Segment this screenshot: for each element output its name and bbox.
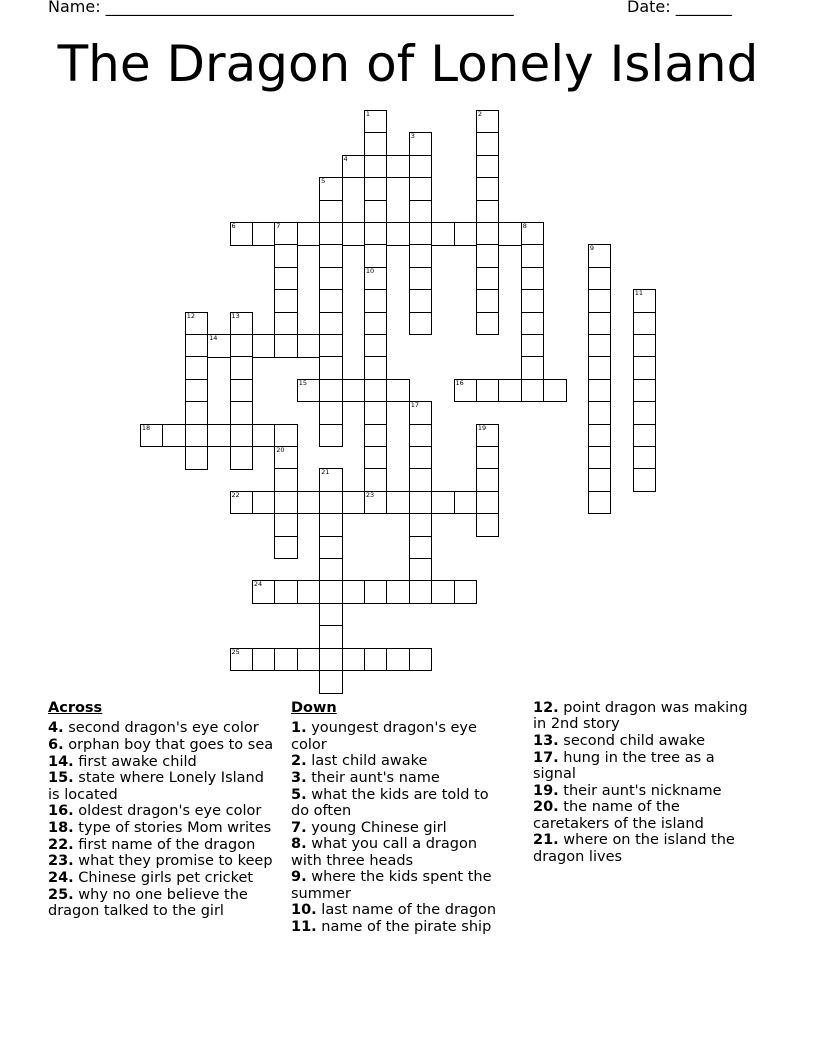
clue-item	[291, 787, 506, 820]
grid-cell[interactable]	[319, 468, 343, 492]
clue-number-label: 15.	[48, 770, 74, 787]
clue-item	[48, 737, 280, 753]
clue-number-label: 7.	[291, 819, 307, 836]
clue-text: young Chinese girl	[306, 819, 447, 836]
clue-number-label: 2.	[291, 753, 307, 770]
grid-cell[interactable]	[319, 491, 343, 515]
clue-number: 18	[141, 423, 151, 432]
grid-cell[interactable]	[588, 312, 612, 336]
clue-item	[291, 869, 506, 902]
grid-cell[interactable]	[409, 155, 433, 179]
grid-cell[interactable]	[364, 468, 388, 492]
grid-cell[interactable]	[364, 244, 388, 268]
grid-cell[interactable]	[230, 491, 254, 515]
grid-cell[interactable]	[364, 491, 388, 515]
grid-cell[interactable]	[409, 513, 433, 537]
clue-text: type of stories Mom writes	[73, 820, 272, 837]
grid-cell[interactable]	[252, 491, 276, 515]
grid-cell[interactable]	[342, 379, 366, 403]
grid-cell[interactable]	[319, 312, 343, 336]
grid-cell[interactable]	[364, 200, 388, 224]
grid-cell[interactable]	[409, 424, 433, 448]
grid-cell[interactable]	[274, 468, 298, 492]
grid-cell[interactable]	[386, 155, 410, 179]
clue-text: Chinese girls pet cricket	[73, 870, 254, 887]
across-clue-list	[48, 720, 280, 919]
grid-cell[interactable]	[342, 222, 366, 246]
grid-cell[interactable]	[364, 446, 388, 470]
grid-cell[interactable]	[409, 446, 433, 470]
grid-cell[interactable]	[364, 401, 388, 425]
grid-cell[interactable]	[319, 244, 343, 268]
clue-item	[291, 919, 506, 935]
grid-cell[interactable]	[476, 513, 500, 537]
grid-cell[interactable]	[588, 356, 612, 380]
grid-cell[interactable]	[476, 200, 500, 224]
grid-cell[interactable]	[409, 267, 433, 291]
grid-cell[interactable]	[498, 379, 522, 403]
grid-cell[interactable]	[230, 446, 254, 470]
grid-cell[interactable]	[409, 200, 433, 224]
grid-cell[interactable]	[476, 312, 500, 336]
grid-cell[interactable]	[454, 491, 478, 515]
grid-cell[interactable]	[386, 580, 410, 604]
grid-cell[interactable]	[476, 491, 500, 515]
grid-cell[interactable]	[521, 289, 545, 313]
clue-number-label: 13.	[533, 732, 559, 749]
grid-cell[interactable]	[476, 110, 500, 134]
clue-number: 17	[410, 401, 419, 410]
grid-cell[interactable]	[230, 379, 254, 403]
down-clue-list	[291, 720, 506, 935]
grid-cell[interactable]	[364, 356, 388, 380]
clue-number: 1	[365, 110, 371, 118]
grid-cell[interactable]	[386, 379, 410, 403]
grid-cell[interactable]	[588, 491, 612, 515]
grid-cell[interactable]	[588, 468, 612, 492]
clue-number-label: 19.	[533, 782, 559, 799]
grid-cell[interactable]	[521, 267, 545, 291]
clue-text: hung in the tree as a signal	[533, 749, 715, 782]
grid-cell[interactable]	[319, 536, 343, 560]
grid-cell[interactable]	[364, 424, 388, 448]
grid-cell[interactable]	[252, 424, 276, 448]
grid-cell[interactable]	[230, 424, 254, 448]
clue-number-label: 3.	[291, 769, 307, 786]
grid-cell[interactable]	[476, 177, 500, 201]
clue-item	[533, 783, 758, 799]
grid-cell[interactable]	[319, 200, 343, 224]
clue-item	[533, 750, 758, 783]
clue-number-label: 16.	[48, 803, 74, 820]
grid-cell[interactable]	[319, 401, 343, 425]
grid-cell[interactable]	[230, 334, 254, 358]
clue-item	[291, 836, 506, 869]
clue-number: 14	[209, 334, 218, 342]
clue-number-label: 1.	[291, 720, 307, 737]
grid-cell[interactable]	[476, 289, 500, 313]
grid-cell[interactable]	[588, 446, 612, 470]
clue-text: last name of the dragon	[316, 902, 497, 919]
clue-number-label: 9.	[291, 869, 307, 886]
grid-cell[interactable]	[162, 424, 186, 448]
clue-number: 8	[522, 222, 527, 230]
grid-cell[interactable]	[297, 491, 321, 515]
grid-cell[interactable]	[476, 424, 500, 448]
grid-cell[interactable]	[588, 424, 612, 448]
grid-cell[interactable]	[409, 558, 433, 582]
clue-number: 15	[298, 378, 307, 387]
grid-cell[interactable]	[364, 132, 388, 156]
grid-cell[interactable]	[274, 446, 298, 470]
grid-cell[interactable]	[633, 424, 657, 448]
clue-text: youngest dragon's eye color	[291, 720, 477, 753]
grid-cell[interactable]	[274, 334, 298, 358]
grid-cell[interactable]	[342, 648, 366, 672]
clue-number-label: 20.	[533, 799, 559, 816]
grid-cell[interactable]	[319, 603, 343, 627]
clue-number: 11	[634, 289, 643, 298]
grid-cell[interactable]	[588, 244, 612, 268]
grid-cell[interactable]	[342, 155, 366, 179]
grid-cell[interactable]	[409, 312, 433, 336]
clue-text: what they promise to keep	[73, 853, 273, 870]
clue-number-label: 8.	[291, 836, 307, 853]
clue-number: 7	[276, 222, 281, 230]
grid-cell[interactable]	[409, 244, 433, 268]
grid-cell[interactable]	[185, 401, 209, 425]
grid-cell[interactable]	[633, 446, 657, 470]
grid-cell[interactable]	[364, 580, 388, 604]
grid-cell[interactable]	[476, 222, 500, 246]
grid-cell[interactable]	[386, 648, 410, 672]
grid-cell[interactable]	[185, 312, 209, 336]
clue-item	[48, 803, 280, 819]
clue-item	[291, 820, 506, 836]
clue-number: 24	[253, 580, 263, 589]
puzzle-title: The Dragon of Lonely Island	[57, 35, 759, 93]
grid-cell[interactable]	[207, 424, 231, 448]
grid-cell[interactable]	[409, 289, 433, 313]
clue-text: where the kids spent the summer	[291, 869, 492, 902]
clue-number: 25	[231, 647, 240, 656]
clue-item	[48, 720, 280, 736]
grid-cell[interactable]	[140, 424, 164, 448]
grid-cell[interactable]	[588, 334, 612, 358]
grid-cell[interactable]	[431, 491, 455, 515]
grid-cell[interactable]	[297, 648, 321, 672]
grid-cell[interactable]	[364, 289, 388, 313]
grid-cell[interactable]	[230, 648, 254, 672]
grid-cell[interactable]	[409, 177, 433, 201]
grid-cell[interactable]	[319, 267, 343, 291]
clue-text: first awake child	[73, 753, 197, 770]
grid-cell[interactable]	[252, 334, 276, 358]
clue-item	[291, 902, 506, 918]
grid-cell[interactable]	[409, 580, 433, 604]
clue-number: 5	[321, 177, 326, 186]
grid-cell[interactable]	[521, 379, 545, 403]
clue-number-label: 24.	[48, 870, 74, 887]
grid-cell[interactable]	[476, 468, 500, 492]
clue-number: 19	[477, 423, 487, 432]
grid-cell[interactable]	[274, 580, 298, 604]
grid-cell[interactable]	[342, 491, 366, 515]
date-field-label: Date: _______	[627, 0, 732, 16]
grid-cell[interactable]	[409, 222, 433, 246]
clue-number: 12	[186, 311, 195, 320]
clue-number: 9	[589, 244, 595, 253]
grid-cell[interactable]	[498, 222, 522, 246]
clue-number-label: 23.	[48, 853, 74, 870]
grid-cell[interactable]	[319, 356, 343, 380]
clue-number: 10	[365, 266, 375, 275]
grid-cell[interactable]	[364, 334, 388, 358]
grid-cell[interactable]	[431, 222, 455, 246]
grid-cell[interactable]	[252, 648, 276, 672]
grid-cell[interactable]	[297, 379, 321, 403]
across-heading: Across	[48, 700, 103, 716]
clue-item	[48, 770, 280, 803]
grid-cell[interactable]	[364, 648, 388, 672]
clue-number: 23	[365, 490, 375, 499]
clue-number-label: 17.	[533, 749, 559, 766]
grid-cell[interactable]	[521, 312, 545, 336]
grid-cell[interactable]	[274, 312, 298, 336]
grid-cell[interactable]	[274, 289, 298, 313]
grid-cell[interactable]	[476, 155, 500, 179]
clue-text: their aunt's nickname	[558, 782, 722, 799]
grid-cell[interactable]	[633, 289, 657, 313]
grid-cell[interactable]	[185, 424, 209, 448]
grid-cell[interactable]	[207, 334, 231, 358]
clue-number: 2	[477, 110, 483, 118]
clue-text: orphan boy that goes to sea	[63, 736, 274, 753]
grid-cell[interactable]	[633, 356, 657, 380]
grid-cell[interactable]	[252, 222, 276, 246]
clue-number-label: 6.	[48, 736, 64, 753]
clue-text: the name of the caretakers of the island	[533, 799, 704, 832]
grid-cell[interactable]	[521, 356, 545, 380]
clue-number: 4	[343, 154, 348, 163]
clue-number: 21	[321, 468, 330, 477]
grid-cell[interactable]	[274, 424, 298, 448]
down-clues-column	[291, 700, 506, 936]
clue-number-label: 11.	[291, 918, 317, 935]
grid-cell[interactable]	[386, 222, 410, 246]
clue-number-label: 21.	[533, 832, 559, 849]
grid-cell[interactable]	[588, 401, 612, 425]
grid-cell[interactable]	[185, 446, 209, 470]
grid-cell[interactable]	[431, 580, 455, 604]
clue-item	[291, 753, 506, 769]
clue-number-label: 12.	[533, 700, 559, 716]
grid-cell[interactable]	[274, 222, 298, 246]
across-clues-column	[48, 700, 280, 920]
grid-cell[interactable]	[319, 580, 343, 604]
grid-cell[interactable]	[319, 177, 343, 201]
clue-item	[48, 870, 280, 886]
grid-cell[interactable]	[543, 379, 567, 403]
grid-cell[interactable]	[319, 289, 343, 313]
clue-number-label: 25.	[48, 886, 74, 903]
grid-cell[interactable]	[633, 379, 657, 403]
grid-cell[interactable]	[476, 267, 500, 291]
clue-number-label: 22.	[48, 836, 74, 853]
grid-cell[interactable]	[476, 379, 500, 403]
clue-item	[533, 799, 758, 832]
grid-cell[interactable]	[230, 356, 254, 380]
grid-cell[interactable]	[364, 222, 388, 246]
clue-item	[48, 887, 280, 920]
grid-cell[interactable]	[297, 334, 321, 358]
grid-cell[interactable]	[409, 648, 433, 672]
grid-cell[interactable]	[476, 132, 500, 156]
grid-cell[interactable]	[409, 132, 433, 156]
grid-cell[interactable]	[185, 334, 209, 358]
clue-item	[48, 837, 280, 853]
clue-number-label: 18.	[48, 820, 74, 837]
clue-item	[533, 832, 758, 865]
grid-cell[interactable]	[252, 580, 276, 604]
clue-number: 16	[455, 378, 464, 387]
grid-cell[interactable]	[521, 222, 545, 246]
clue-text: name of the pirate ship	[316, 918, 492, 935]
grid-cell[interactable]	[364, 155, 388, 179]
clue-text: what the kids are told to do often	[291, 786, 489, 819]
grid-cell[interactable]	[319, 558, 343, 582]
clue-text: second dragon's eye color	[63, 720, 259, 737]
grid-cell[interactable]	[297, 222, 321, 246]
grid-cell[interactable]	[319, 379, 343, 403]
clue-number: 3	[410, 132, 415, 141]
grid-cell[interactable]	[319, 625, 343, 649]
grid-cell[interactable]	[274, 491, 298, 515]
clue-item	[291, 720, 506, 753]
grid-cell[interactable]	[588, 267, 612, 291]
clue-text: state where Lonely Island is located	[48, 770, 264, 803]
grid-cell[interactable]	[633, 312, 657, 336]
clue-item	[48, 820, 280, 836]
grid-cell[interactable]	[588, 289, 612, 313]
clue-number: 13	[231, 311, 240, 320]
clue-text: what you call a dragon with three heads	[291, 836, 478, 869]
clue-text: their aunt's name	[306, 769, 440, 786]
clue-number-label: 10.	[291, 902, 317, 919]
clue-number-label: 4.	[48, 720, 64, 737]
grid-cell[interactable]	[319, 648, 343, 672]
grid-cell[interactable]	[409, 401, 433, 425]
grid-cell[interactable]	[364, 267, 388, 291]
clue-text: why no one believe the dragon talked to the girl	[48, 886, 248, 920]
clue-item	[48, 853, 280, 869]
grid-cell[interactable]	[521, 334, 545, 358]
grid-cell[interactable]	[476, 244, 500, 268]
grid-cell[interactable]	[274, 244, 298, 268]
grid-cell[interactable]	[364, 312, 388, 336]
grid-cell[interactable]	[364, 110, 388, 134]
grid-cell[interactable]	[230, 312, 254, 336]
down-clues-continued-column	[533, 700, 758, 865]
grid-cell[interactable]	[409, 468, 433, 492]
grid-cell[interactable]	[476, 446, 500, 470]
clue-number-label: 5.	[291, 786, 307, 803]
grid-cell[interactable]	[274, 648, 298, 672]
grid-cell[interactable]	[319, 222, 343, 246]
name-field-label: Name: ___________________________________________________	[48, 0, 514, 16]
grid-cell[interactable]	[364, 379, 388, 403]
grid-cell[interactable]	[230, 401, 254, 425]
down-heading: Down	[291, 700, 337, 716]
grid-cell[interactable]	[386, 491, 410, 515]
grid-cell[interactable]	[521, 244, 545, 268]
clue-text: point dragon was making in 2nd story	[533, 700, 748, 733]
grid-cell[interactable]	[588, 379, 612, 403]
grid-cell[interactable]	[274, 513, 298, 537]
grid-cell[interactable]	[633, 468, 657, 492]
grid-cell[interactable]	[319, 334, 343, 358]
clue-number: 22	[231, 490, 240, 499]
grid-cell[interactable]	[297, 580, 321, 604]
clue-item	[291, 770, 506, 786]
grid-cell[interactable]	[409, 536, 433, 560]
down-clue-list-continued	[533, 700, 758, 865]
grid-cell[interactable]	[633, 401, 657, 425]
grid-cell[interactable]	[185, 356, 209, 380]
grid-cell[interactable]	[409, 491, 433, 515]
grid-cell[interactable]	[319, 424, 343, 448]
grid-cell[interactable]	[454, 222, 478, 246]
clue-text: second child awake	[558, 732, 706, 749]
clue-item	[533, 700, 758, 733]
grid-cell[interactable]	[274, 536, 298, 560]
grid-cell[interactable]	[185, 379, 209, 403]
clue-text: oldest dragon's eye color	[73, 803, 262, 820]
grid-cell[interactable]	[319, 670, 343, 694]
clue-text: first name of the dragon	[73, 836, 256, 853]
clue-item	[533, 733, 758, 749]
clue-text: where on the island the dragon lives	[533, 832, 735, 865]
grid-cell[interactable]	[274, 267, 298, 291]
clue-text: last child awake	[306, 753, 428, 770]
grid-cell[interactable]	[364, 177, 388, 201]
grid-cell[interactable]	[342, 580, 366, 604]
grid-cell[interactable]	[319, 513, 343, 537]
clue-number: 6	[231, 222, 236, 230]
clue-item	[48, 754, 280, 770]
grid-cell[interactable]	[454, 580, 478, 604]
grid-cell[interactable]	[633, 334, 657, 358]
clue-number-label: 14.	[48, 753, 74, 770]
clue-number: 20	[276, 446, 285, 454]
grid-cell[interactable]	[230, 222, 254, 246]
grid-cell[interactable]	[454, 379, 478, 403]
